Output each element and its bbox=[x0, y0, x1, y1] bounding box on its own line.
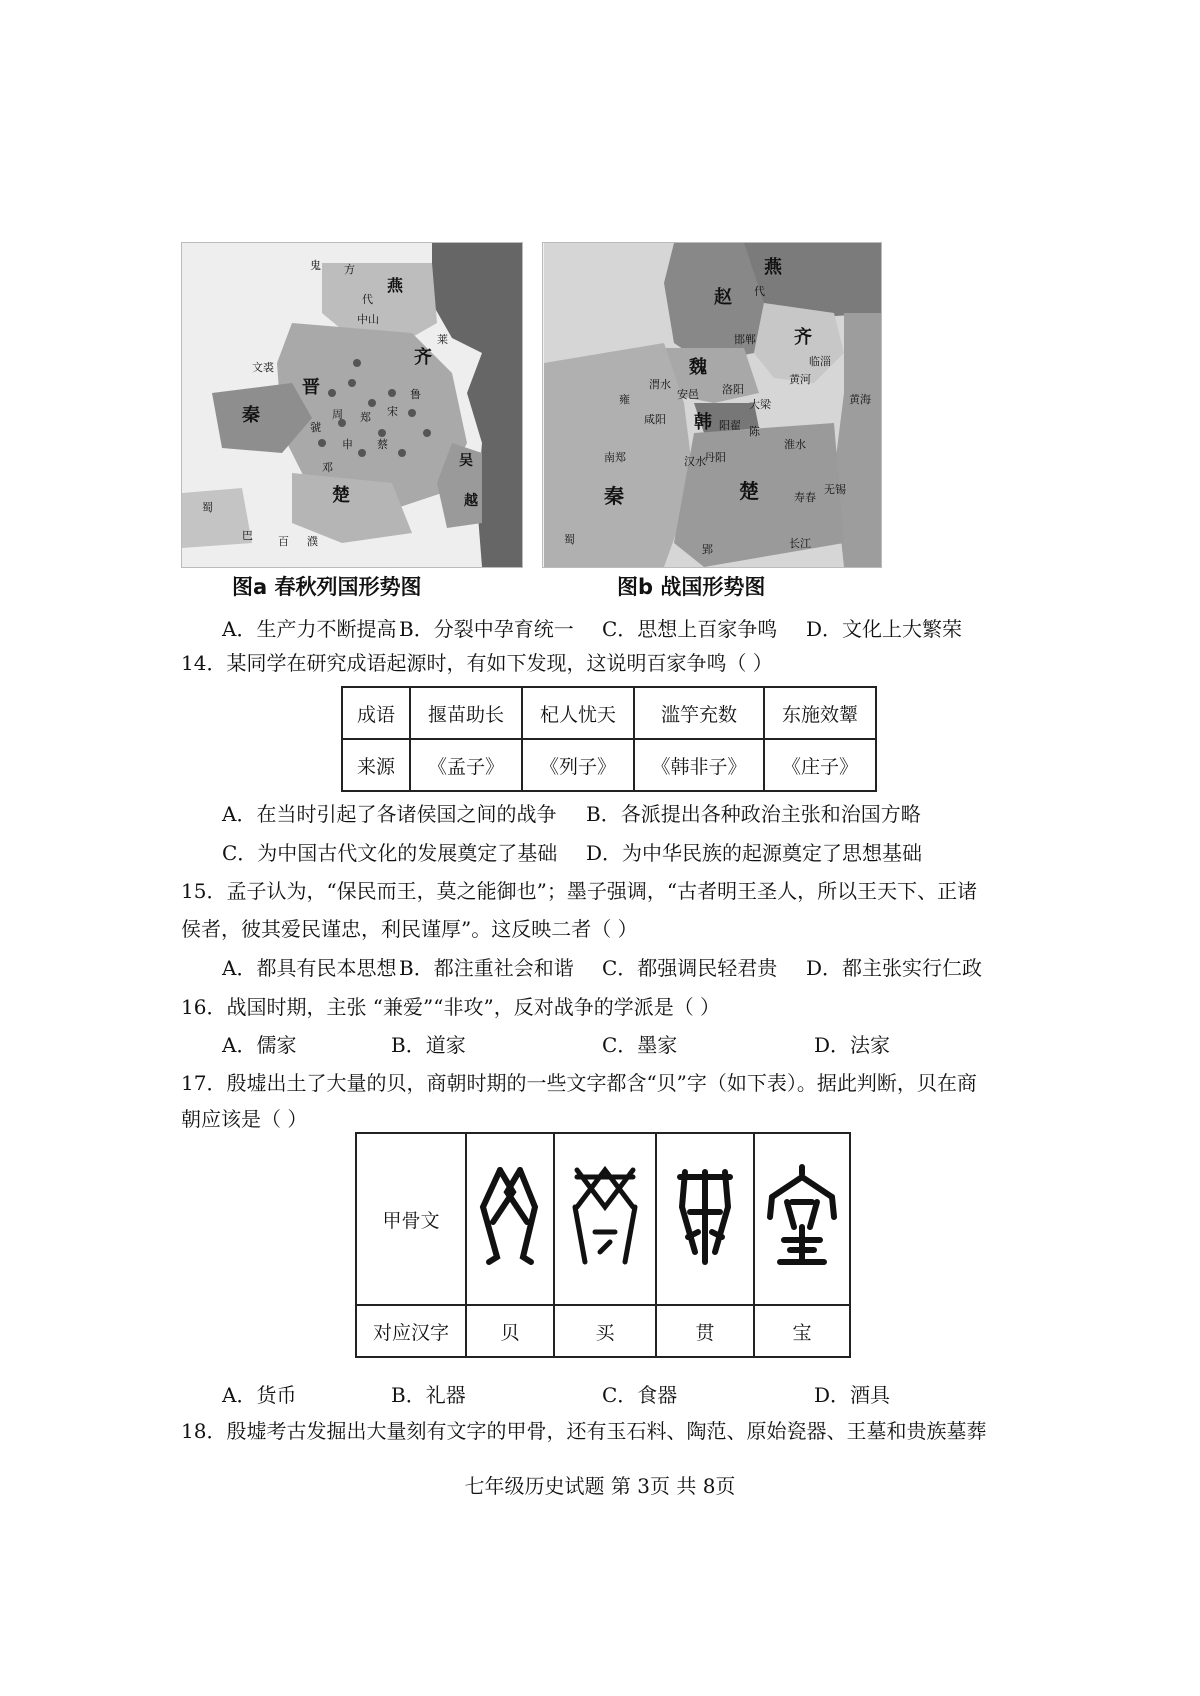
q14-option-b: B．各派提出各种政治主张和治国方略 bbox=[586, 802, 921, 826]
q16-option-d: D．法家 bbox=[814, 1033, 891, 1057]
svg-text:南郑: 南郑 bbox=[604, 451, 626, 464]
oracle-glyph-guan bbox=[656, 1133, 754, 1305]
svg-text:鲁: 鲁 bbox=[410, 388, 421, 401]
oracle-glyph-bao bbox=[754, 1133, 850, 1305]
map-a-drawing bbox=[182, 243, 522, 567]
q16-option-b: B．道家 bbox=[391, 1033, 466, 1057]
q15-option-a: A．都具有民本思想 bbox=[222, 956, 397, 980]
svg-text:黄海: 黄海 bbox=[849, 393, 871, 406]
svg-text:雍: 雍 bbox=[619, 393, 630, 406]
svg-text:无锡: 无锡 bbox=[824, 483, 846, 496]
svg-text:百: 百 bbox=[278, 535, 289, 548]
q14-option-d: D．为中华民族的起源奠定了思想基础 bbox=[586, 841, 923, 865]
q15-stem-line2: 侯者，彼其爱民谨忠，利民谨厚”。这反映二者（ ） bbox=[181, 917, 638, 941]
map-a-label: 鬼 bbox=[310, 259, 321, 272]
oracle-glyph-bei bbox=[466, 1133, 554, 1305]
q15-option-d: D．都主张实行仁政 bbox=[806, 956, 983, 980]
q16-stem: 16．战国时期，主张 “兼爱”“非攻”，反对战争的学派是（ ） bbox=[181, 995, 721, 1019]
q13-option-c: C．思想上百家争鸣 bbox=[602, 617, 778, 641]
q15-option-b: B．都注重社会和谐 bbox=[399, 956, 574, 980]
table-cell: 东施效颦 bbox=[764, 687, 876, 739]
svg-text:蜀: 蜀 bbox=[202, 501, 213, 514]
q14-option-c: C．为中国古代文化的发展奠定了基础 bbox=[222, 841, 558, 865]
svg-text:巴: 巴 bbox=[242, 529, 253, 542]
svg-text:晋: 晋 bbox=[302, 377, 320, 398]
map-b-caption: 图b 战国形势图 bbox=[617, 575, 766, 599]
svg-text:淮水: 淮水 bbox=[784, 438, 806, 451]
q17-option-a: A．货币 bbox=[222, 1383, 297, 1407]
table-cell: 对应汉字 bbox=[356, 1305, 466, 1357]
svg-text:濮: 濮 bbox=[307, 535, 318, 548]
svg-text:齐: 齐 bbox=[414, 347, 432, 368]
svg-text:郑: 郑 bbox=[360, 411, 371, 424]
svg-text:丹阳: 丹阳 bbox=[704, 451, 726, 464]
svg-text:洛阳: 洛阳 bbox=[722, 383, 744, 396]
page-footer: 七年级历史试题 第 3页 共 8页 bbox=[464, 1474, 736, 1498]
oracle-glyph-mai bbox=[554, 1133, 656, 1305]
q17-option-d: D．酒具 bbox=[814, 1383, 891, 1407]
table-cell: 贝 bbox=[466, 1305, 554, 1357]
q18-stem-line1: 18．殷墟考古发掘出大量刻有文字的甲骨，还有玉石料、陶范、原始瓷器、王墓和贵族墓葬 bbox=[181, 1419, 987, 1443]
oracle-bone-header: 甲骨文 bbox=[356, 1133, 466, 1305]
oracle-glyph-mai-drawing bbox=[565, 1162, 645, 1272]
table-cell: 成语 bbox=[342, 687, 410, 739]
oracle-glyph-guan-drawing bbox=[670, 1162, 740, 1272]
table-cell: 《孟子》 bbox=[410, 739, 522, 791]
table-cell: 买 bbox=[554, 1305, 656, 1357]
svg-text:赵: 赵 bbox=[714, 287, 732, 308]
svg-text:阳翟: 阳翟 bbox=[719, 419, 741, 432]
svg-text:秦: 秦 bbox=[604, 484, 624, 508]
svg-text:渭水: 渭水 bbox=[649, 378, 671, 391]
map-a-caption: 图a 春秋列国形势图 bbox=[232, 575, 422, 599]
svg-text:宋: 宋 bbox=[387, 405, 398, 418]
q14-stem: 14．某同学在研究成语起源时，有如下发现，这说明百家争鸣（ ） bbox=[181, 651, 773, 675]
table-cell: 揠苗助长 bbox=[410, 687, 522, 739]
svg-text:齐: 齐 bbox=[794, 327, 812, 348]
q16-option-a: A．儒家 bbox=[222, 1033, 297, 1057]
svg-text:蜀: 蜀 bbox=[564, 533, 575, 546]
svg-text:吴: 吴 bbox=[459, 453, 473, 469]
svg-text:越: 越 bbox=[464, 493, 478, 509]
table-cell: 《列子》 bbox=[522, 739, 634, 791]
svg-text:韩: 韩 bbox=[694, 412, 712, 433]
svg-text:虢: 虢 bbox=[310, 421, 321, 434]
svg-text:周: 周 bbox=[332, 408, 343, 421]
q13-option-a: A．生产力不断提高 bbox=[222, 617, 397, 641]
oracle-bone-table bbox=[355, 1132, 851, 1358]
svg-text:楚: 楚 bbox=[739, 479, 759, 503]
q14-option-a: A．在当时引起了各诸侯国之间的战争 bbox=[222, 802, 557, 826]
svg-text:代: 代 bbox=[362, 293, 373, 306]
svg-text:汉水: 汉水 bbox=[684, 455, 706, 468]
q15-option-c: C．都强调民轻君贵 bbox=[602, 956, 778, 980]
q17-stem-line1: 17．殷墟出土了大量的贝，商朝时期的一些文字都含“贝”字（如下表）。据此判断，贝在商 bbox=[181, 1071, 977, 1095]
table-cell: 《庄子》 bbox=[764, 739, 876, 791]
svg-text:安邑: 安邑 bbox=[677, 388, 699, 401]
table-cell: 杞人忧天 bbox=[522, 687, 634, 739]
q15-stem-line1: 15．孟子认为，“保民而王，莫之能御也”；墨子强调，“古者明王圣人，所以王天下、正诸 bbox=[181, 879, 978, 903]
q13-option-d: D．文化上大繁荣 bbox=[806, 617, 963, 641]
q17-option-c: C．食器 bbox=[602, 1383, 678, 1407]
svg-text:长江: 长江 bbox=[789, 537, 811, 550]
svg-text:秦: 秦 bbox=[242, 405, 260, 426]
svg-text:燕: 燕 bbox=[387, 276, 404, 295]
q13-option-b: B．分裂中孕育统一 bbox=[399, 617, 574, 641]
svg-text:文裘: 文裘 bbox=[252, 361, 274, 374]
idiom-table bbox=[341, 686, 877, 792]
table-cell: 贯 bbox=[656, 1305, 754, 1357]
svg-text:临淄: 临淄 bbox=[809, 355, 831, 368]
svg-text:申: 申 bbox=[342, 438, 353, 451]
svg-text:魏: 魏 bbox=[689, 357, 707, 378]
svg-text:代: 代 bbox=[754, 285, 765, 298]
table-cell: 来源 bbox=[342, 739, 410, 791]
oracle-glyph-bao-drawing bbox=[762, 1162, 842, 1272]
svg-text:中山: 中山 bbox=[357, 313, 379, 326]
table-cell: 《韩非子》 bbox=[634, 739, 764, 791]
svg-text:莱: 莱 bbox=[437, 333, 448, 346]
svg-text:大梁: 大梁 bbox=[749, 398, 771, 411]
svg-text:陈: 陈 bbox=[749, 425, 760, 438]
q17-stem-line2: 朝应该是（ ） bbox=[181, 1107, 308, 1131]
svg-text:寿春: 寿春 bbox=[794, 491, 816, 504]
map-warring-states bbox=[542, 242, 882, 568]
q17-option-b: B．礼器 bbox=[391, 1383, 466, 1407]
map-b-drawing bbox=[543, 243, 882, 567]
map-spring-autumn bbox=[181, 242, 523, 568]
svg-text:邯郸: 邯郸 bbox=[734, 333, 756, 346]
svg-text:咸阳: 咸阳 bbox=[644, 413, 666, 426]
svg-text:楚: 楚 bbox=[332, 485, 350, 506]
q16-option-c: C．墨家 bbox=[602, 1033, 678, 1057]
svg-text:蔡: 蔡 bbox=[377, 438, 388, 451]
svg-text:方: 方 bbox=[344, 263, 355, 276]
svg-text:郢: 郢 bbox=[702, 543, 713, 556]
svg-text:黄河: 黄河 bbox=[789, 373, 811, 386]
svg-text:燕: 燕 bbox=[764, 257, 782, 278]
svg-text:邓: 邓 bbox=[322, 461, 333, 474]
table-cell: 宝 bbox=[754, 1305, 850, 1357]
table-cell: 滥竽充数 bbox=[634, 687, 764, 739]
oracle-glyph-bei-drawing bbox=[475, 1162, 545, 1272]
